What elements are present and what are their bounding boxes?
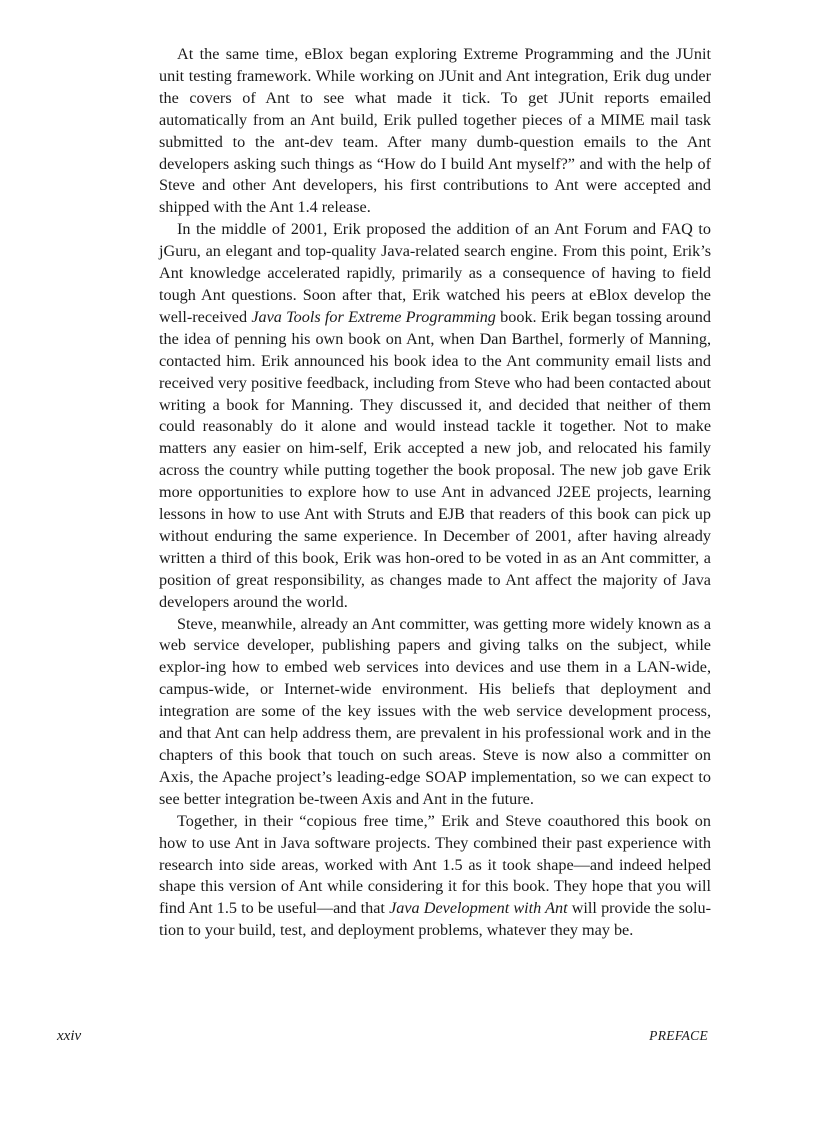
paragraph-1: [159, 44, 711, 219]
paragraph-4-text-a: Together, in their “copious free time,” Erik and Steve coauthored this book on how to use Ant in Java software projects. They combined their past experience with research into side areas, worked with Ant 1.5 as it took shape—and indeed helped shape this version of Ant while considering it for this book. They hope that you will find Ant 1.5 to be useful—and that: [159, 811, 711, 918]
paragraph-3-text: Steve, meanwhile, already an Ant committer, was getting more widely known as a web service developer, publishing papers and giving talks on the subject, while explor-ing how to embed web services into devices and use them in a LAN-wide, campus-wide, or Internet-wide environment. His beliefs that deployment and integration are some of the key issues with the web service development process, and that Ant can help address them, are prevalent in his professional work and in the chapters of this book that touch on such areas. Steve is now also a committer on Axis, the Apache project’s leading-edge SOAP implementation, so we can expect to see better integration be-tween Axis and Ant in the future.: [159, 614, 711, 808]
page-number: xxiv: [57, 1028, 82, 1044]
page-body: [159, 44, 711, 942]
paragraph-4: [159, 811, 711, 942]
paragraph-4-text-b: will provide the solu-tion to your build, test, and deployment problems, whatever they may be.: [159, 899, 711, 940]
running-footer-section: PREFACE: [649, 1028, 708, 1043]
paragraph-2-text-b: book. Erik began tossing around the idea of penning his own book on Ant, when Dan Barthel, formerly of Manning, contacted him. Erik announced his book idea to the Ant community email lists and received very positive feedback, including from Steve who had been contacted about writing a book for Manning. They discussed it, and decided that neither of them could reasonably do it alone and would instead tackle it together. Not to make matters any easier on him-self, Erik accepted a new job, and relocated his family across the country while putting together the book proposal. The new job gave Erik more opportunities to explore how to use Ant in advanced J2EE projects, learning lessons in how to use Ant with Struts and EJB that readers of this book can pick up without enduring the same experience. In December of 2001, after having already written a third of this book, Erik was hon-ored to be voted in as an Ant committer, a position of great responsibility, as changes made to Ant affect the majority of Java developers around the world.: [159, 307, 711, 611]
paragraph-1-text: At the same time, eBlox began exploring Extreme Programming and the JUnit unit testing framework. While working on JUnit and Ant integration, Erik dug under the covers of Ant to see what made it tick. To get JUnit reports emailed automatically from an Ant build, Erik pulled together pieces of a MIME mail task submitted to the ant-dev team. After many dumb-question emails to the Ant developers asking such things as “How do I build Ant myself?” and with the help of Steve and other Ant developers, his first contributions to Ant were accepted and shipped with the Ant 1.4 release.: [159, 45, 711, 217]
book-title-java-tools: Java Tools for Extreme Programming: [251, 307, 496, 326]
book-title-java-development-with-ant: Java Development with Ant: [389, 899, 568, 918]
paragraph-3: [159, 614, 711, 811]
paragraph-2: [159, 219, 711, 613]
paragraph-2-text-a: In the middle of 2001, Erik proposed the addition of an Ant Forum and FAQ to jGuru, an elegant and top-quality Java-related search engine. From this point, Erik’s Ant knowledge accelerated rapidly, primarily as a consequence of having to field tough Ant questions. Soon after that, Erik watched his peers at eBlox develop the well-received: [159, 220, 711, 326]
